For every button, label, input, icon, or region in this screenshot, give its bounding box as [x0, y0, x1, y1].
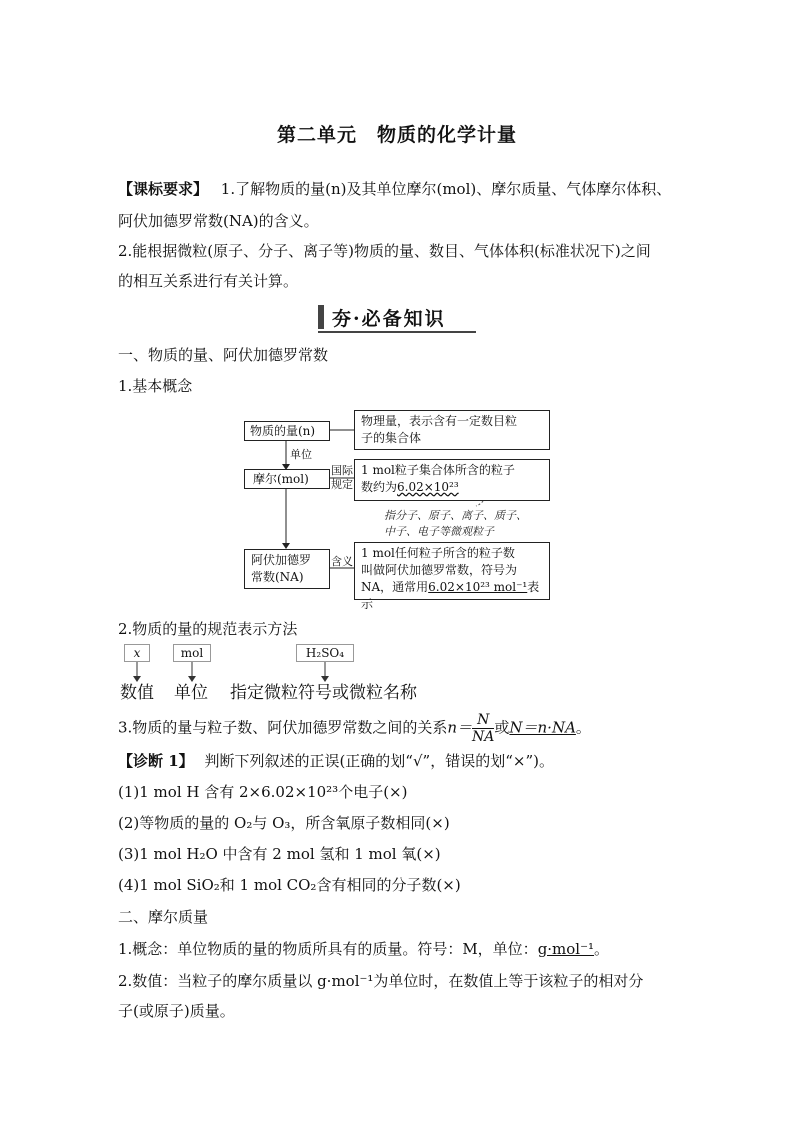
- label-intl-line1: 国际: [331, 464, 353, 477]
- diagnosis-item-4: (4)1 mol SiO₂和 1 mol CO₂含有相同的分子数(×): [118, 876, 461, 894]
- page-title: 第二单元 物质的化学计量: [276, 124, 517, 146]
- diagnosis-header: [118, 750, 554, 772]
- box-avogadro-line2: 常数(NA): [251, 570, 304, 584]
- label-meaning: 含义: [331, 555, 353, 568]
- section1-heading: 一、物质的量、阿伏加德罗常数: [118, 346, 329, 364]
- sub3-formula2: N＝n·NA: [509, 718, 576, 737]
- diagnosis-prompt: 判断下列叙述的正误(正确的划“√”，错误的划“×”)。: [204, 752, 554, 770]
- box-mole-description: [354, 459, 550, 501]
- box-avogadro-description: [354, 542, 550, 611]
- box-avogadro-desc-3c: 表示: [361, 580, 540, 611]
- sub3-end: 。: [575, 718, 591, 737]
- diagnosis-item-3: (3)1 mol H₂O 中含有 2 mol 氢和 1 mol 氧(×): [118, 845, 441, 863]
- sub3-n: n＝: [447, 718, 472, 737]
- fraction-numerator: N: [472, 712, 494, 729]
- box-mole-desc-line2: [361, 479, 543, 496]
- box-amount-of-substance: 物质的量(n): [244, 421, 330, 441]
- section2-concept-text: 1.概念：单位物质的量的物质所具有的质量。符号：M，单位：: [118, 940, 538, 958]
- box-avogadro-desc-3a: NA，通常用: [361, 580, 429, 594]
- section-band-title: 夯·必备知识: [332, 307, 446, 330]
- concept-diagram: [244, 408, 550, 611]
- sub3-text: 3.物质的量与粒子数、阿伏加德罗常数之间的关系: [118, 718, 448, 737]
- handwritten-note-line2: 中子、电子等微观粒子: [384, 525, 494, 538]
- notation-box-unit: mol: [173, 644, 211, 662]
- section2-concept-unit: g·mol⁻¹: [537, 940, 595, 958]
- section1-sub3: [118, 712, 591, 745]
- label-unit: 单位: [290, 448, 312, 461]
- box-mole: 摩尔(mol): [244, 469, 330, 489]
- requirements-line-3: 2.能根据微粒(原子、分子、离子等)物质的量、数目、气体体积(标准状况下)之间: [118, 242, 651, 260]
- box-avogadro-desc-value: 6.02×10²³ mol⁻¹: [428, 580, 528, 594]
- section-band: [318, 303, 476, 333]
- section2-concept-end: 。: [594, 940, 610, 958]
- diagnosis-label: 【诊断 1】: [118, 752, 194, 770]
- notation-box-particle: H₂SO₄: [296, 644, 354, 662]
- requirements-line-4: 的相互关系进行有关计算。: [118, 272, 299, 290]
- box-mole-desc-value: 6.02×10²³: [397, 480, 459, 494]
- diagnosis-item-1: (1)1 mol H 含有 2×6.02×10²³个电子(×): [118, 783, 408, 801]
- box-mole-desc-line2-a: 数约为: [361, 480, 398, 494]
- section1-sub2: 2.物质的量的规范表示方法: [118, 620, 298, 638]
- section2-heading: 二、摩尔质量: [118, 908, 209, 926]
- box-amount-desc-line1: 物理量，表示含有一定数目粒: [361, 414, 518, 428]
- notation-box-value: x: [124, 644, 150, 662]
- diagnosis-item-2: (2)等物质的量的 O₂与 O₃，所含氧原子数相同(×): [118, 814, 450, 832]
- notation-label-particle: 指定微粒符号或微粒名称: [230, 683, 417, 703]
- box-amount-description: [354, 410, 550, 450]
- box-avogadro-desc-line1: 1 mol任何粒子所含的粒子数: [361, 546, 515, 560]
- box-avogadro-constant: [244, 549, 330, 589]
- label-international-rule: [330, 464, 354, 492]
- section2-concept: [118, 938, 609, 960]
- box-avogadro-desc-line3: [361, 579, 543, 613]
- box-mole-desc-line1: 1 mol粒子集合体所含的粒子: [361, 463, 515, 477]
- requirements-line-1: [118, 178, 671, 200]
- fraction-denominator: NA: [472, 729, 495, 745]
- requirements-label: 【课标要求】: [118, 180, 209, 198]
- sub3-or: 或: [494, 718, 510, 737]
- box-avogadro-line1: 阿伏加德罗: [251, 553, 312, 567]
- requirements-line-2: 阿伏加德罗常数(NA)的含义。: [118, 212, 319, 230]
- box-avogadro-desc-line2: 叫做阿伏加德罗常数，符号为: [361, 563, 518, 577]
- band-bar-decoration: [318, 305, 324, 329]
- requirements-item1-a: 1.了解物质的量(n)及其单位摩尔(mol)、摩尔质量、气体摩尔体积、: [220, 180, 672, 198]
- label-intl-line2: 规定: [331, 478, 353, 491]
- handwritten-note-line1: 指分子、原子、离子、质子、: [384, 509, 527, 522]
- section2-value-line1: 2.数值：当粒子的摩尔质量以 g·mol⁻¹为单位时，在数值上等于该粒子的相对分: [118, 972, 644, 990]
- section1-sub1: 1.基本概念: [118, 377, 193, 395]
- box-amount-desc-line2: 子的集合体: [361, 431, 422, 445]
- notation-label-unit: 单位: [174, 683, 208, 703]
- sub3-fraction: [472, 712, 494, 745]
- notation-arrows: [118, 660, 378, 684]
- section2-value-line2: 子(或原子)质量。: [118, 1002, 235, 1020]
- notation-label-value: 数值: [120, 683, 154, 703]
